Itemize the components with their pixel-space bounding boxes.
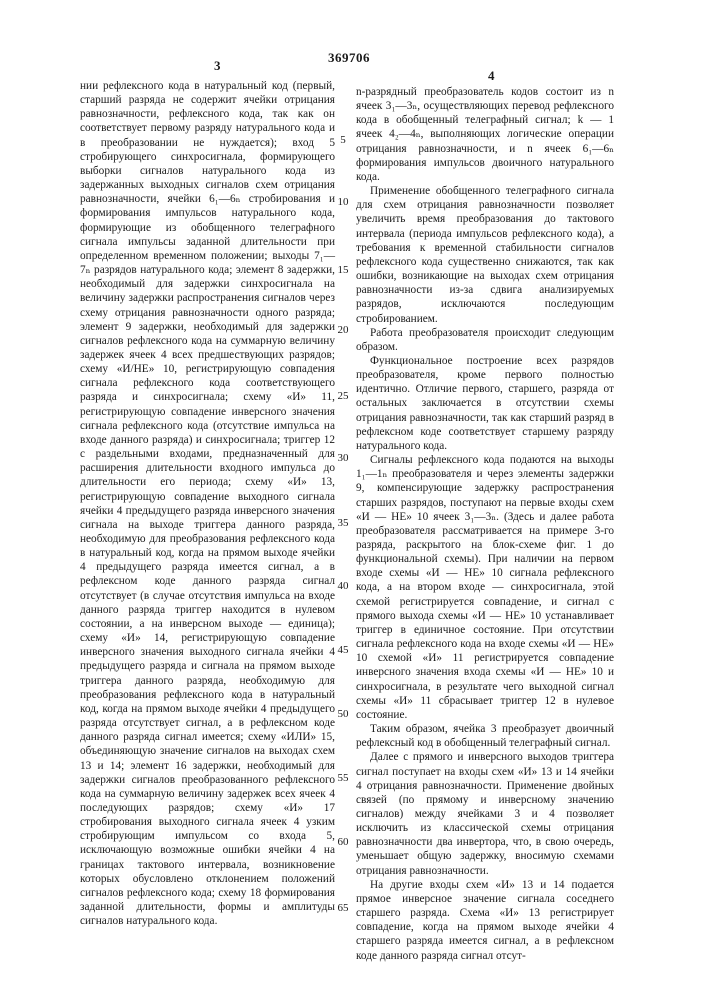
line-number: 20 [333, 324, 353, 336]
left-text-column [80, 79, 335, 928]
line-number: 45 [333, 644, 353, 656]
paragraph: Таким образом, ячейка 3 преобразует двоичный рефлексный код в обобщенный телеграфный сигнал. [356, 722, 614, 750]
paragraph: Функциональное построение всех разрядов преобразователя, кроме первого полностью идентично. Отличие первого, старшего, разряда от остальных заключается в отсутствии схемы отрицания равнозначности, так как старший разряд в рефлексном коде соответствует старшему разряду натурального кода. [356, 354, 614, 453]
line-number: 40 [333, 580, 353, 592]
line-number: 60 [333, 836, 353, 848]
paragraph: Работа преобразователя происходит следующим образом. [356, 326, 614, 354]
right-text-column [356, 85, 614, 963]
patent-number: 369706 [328, 50, 370, 66]
line-number: 25 [333, 390, 353, 402]
line-number: 55 [333, 772, 353, 784]
document-page [0, 0, 707, 1000]
paragraph: нии рефлексного кода в натуральный код (первый, старший разряда не содержит ячейки отрицания равнозначности, рефлексного кода, так как он соответствует первому разряду натурального кода и в преобразовании не нуждается); вход 5 стробирующего синхросигнала, формирующего выборки сигналов натурального кода из задержанных выходных сигналов схем отрицания равнозначности, ячейки 6₁—6ₙ стробирования и формирования импульсов натурального кода, формирующие из обобщенного телеграфного сигнала импульсы заданной длительности при определенном временном положении; выходы 7₁—7ₙ разрядов натурального кода; элемент 8 задержки, необходимый для задержки синхросигнала на величину задержки распространения сигналов через схему отрицания равнозначности одного разряда; элемент 9 задержки, необходимый для задержки сигналов рефлексного кода на суммарную величину задержек ячеек 4 всех предшествующих разрядов; схему «И/НЕ» 10, регистрирующую совпадения сигнала рефлексного кода соответствующего разряда и синхросигнала; схему «И» 11, регистрирующую совпадение инверсного значения сигнала рефлексного кода (отсутствие импульса на входе данного разряда) и синхросигнала; триггер 12 с раздельными входами, предназначенный для расширения длительности входного импульса до длительности его периода; схему «И» 13, регистрирующую совпадение выходного сигнала ячейки 4 предыдущего разряда инверсного значения сигнала на выходе триггера данного разряда, необходимую для преобразования рефлексного кода в натуральный код, когда на прямом выходе ячейки 4 предыдущего разряда имеется сигнал, а в рефлексном коде данного разряда сигнал отсутствует (в случае отсутствия импульса на входе данного разряда триггер находится в нулевом состоянии, а на инверсном выходе — единица); схему «И» 14, регистрирующую совпадение инверсного значения выходного сигнала ячейки 4 предыдущего разряда и сигнала на прямом выходе триггера данного разряда, необходимую для преобразования рефлексного кода в натуральный код, когда на прямом выходе ячейки 4 предыдущего разряда отсутствует сигнал, а в рефлексном коде данного разряда сигнал имеется; схему «ИЛИ» 15, объединяющую значение сигналов на выходах схем 13 и 14; элемент 16 задержки, необходимый для задержки сигналов преобразованного рефлексного кода на суммарную величину задержек всех ячеек 4 последующих разрядов; схему «И» 17 стробирования выходного сигнала ячеек 4 узким стробирующим импульсом со входа 5, исключающую возможные ошибки ячейки 4 на границах тактового интервала, возникновение которых обусловлено отклонением положений сигналов рефлексного кода; схему 18 формирования заданной длительности, формы и амплитуды сигналов натурального кода. [80, 79, 335, 928]
line-number: 5 [333, 134, 353, 146]
line-number: 30 [333, 452, 353, 464]
line-number: 10 [333, 196, 353, 208]
paragraph: Далее с прямого и инверсного выходов триггера сигнал поступает на входы схем «И» 13 и 14 ячейки 4 отрицания равнозначности. Применение двойных связей (по прямому и инверсному значению сигналов) между ячейками 3 и 4 позволяет исключить из классической схемы отрицания равнозначности два инвертора, что, в свою очередь, уменьшает общую задержку, вносимую схемами отрицания равнозначности. [356, 750, 614, 877]
left-page-number: 3 [214, 58, 221, 74]
right-page-number: 4 [488, 68, 495, 84]
paragraph: Сигналы рефлексного кода подаются на выходы 1₁—1ₙ преобразователя и через элементы задержки 9, компенсирующие задержку распространения старших разрядов, поступают на первые входы схем «И — НЕ» 10 ячеек 3₁—3ₙ. (Здесь и далее работа преобразователя рассматривается на примере 3-го разряда, раскрытого на блок-схеме фиг. 1 до функциональной схемы). При наличии на первом входе схемы «И — НЕ» 10 сигнала рефлексного кода, а на втором входе — синхросигнала, этой схемой регистрируется совпадение, и сигнал с прямого выхода схемы «И — НЕ» 10 устанавливает триггер в единичное состояние. При отсутствии сигнала рефлексного кода на входе схемы «И — НЕ» 10 схемой «И» 11 регистрируется совпадение инверсного значения входа схемы «И — НЕ» 10 и синхросигнала, в результате чего выходной сигнал схемы «И» 11 сбрасывает триггер 12 в нулевое состояние. [356, 453, 614, 722]
line-number: 35 [333, 517, 353, 529]
paragraph: На другие входы схем «И» 13 и 14 подается прямое инверсное значение сигнала соседнего старшего разряда. Схема «И» 13 регистрирует совпадение, когда на прямом выходе ячейки 4 старшего разряда имеется сигнал, а в рефлексном коде данного разряда сигнал отсут- [356, 878, 614, 963]
paragraph: n-разрядный преобразователь кодов состоит из n ячеек 3₁—3ₙ, осуществляющих перевод рефлексного кода в обобщенный телеграфный сигнал; k — 1 ячеек 4₂—4ₙ, выполняющих логические операции отрицания равнозначности, и n ячеек 6₁—6ₙ формирования импульсов двоичного натурального кода. [356, 85, 614, 184]
line-number: 65 [333, 902, 353, 914]
line-number: 15 [333, 264, 353, 276]
paragraph: Применение обобщенного телеграфного сигнала для схем отрицания равнозначности позволяет увеличить время преобразования до тактового интервала (периода импульсов рефлексного кода), а требования к временной стабильности сигналов рефлексного кода существенно снижаются, так как ошибки, возникающие на выходах схем отрицания равнозначности из-за сдвига анализируемых разрядов, исключаются последующим стробированием. [356, 184, 614, 326]
line-number: 50 [333, 708, 353, 720]
